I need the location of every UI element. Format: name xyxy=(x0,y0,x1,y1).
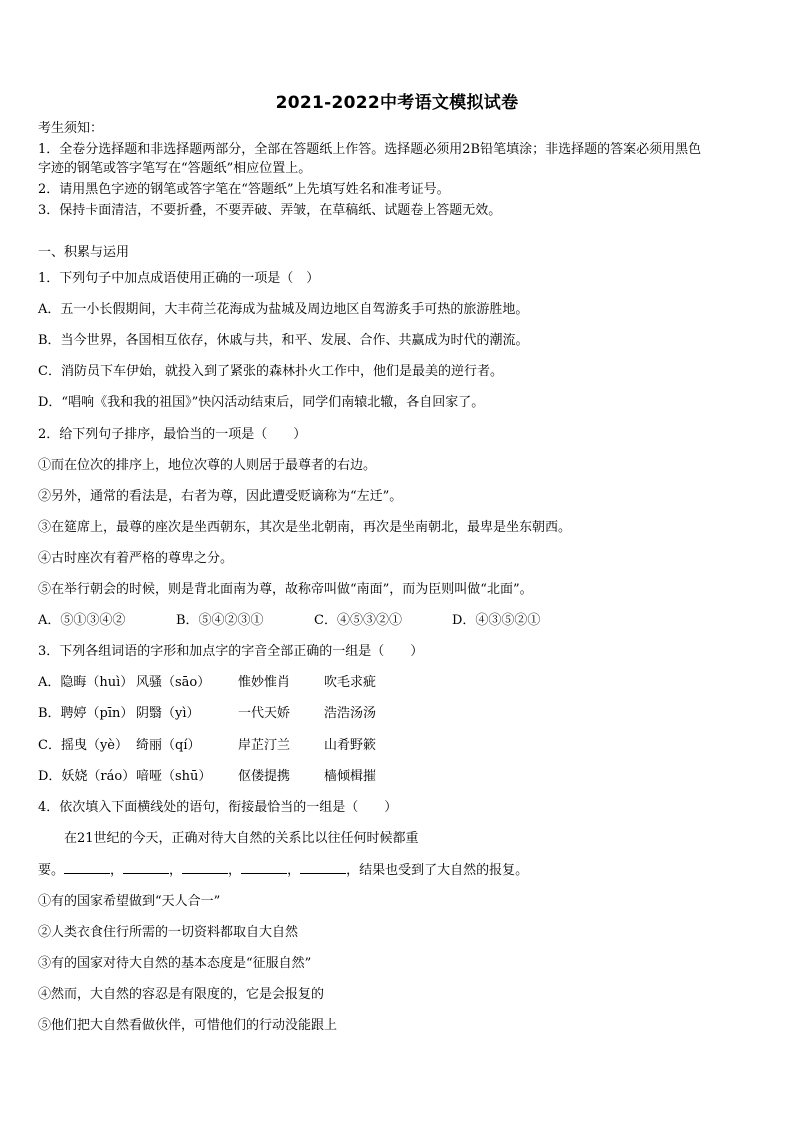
word-cell: C．摇曳（yè） xyxy=(38,738,128,753)
word-cell: 伛偻提携 xyxy=(238,769,291,784)
question-2-sentence: ⑤在举行朝会的时候，则是背北面南为尊，故称帝叫做“南面”，而为臣则叫做“北面”。 xyxy=(38,582,533,597)
section-heading: 一、积累与运用 xyxy=(38,245,130,260)
question-1-option-b: B．当今世界，各国相互依存，休戚与共，和平、发展、合作、共赢成为时代的潮流。 xyxy=(38,333,529,348)
word-cell: D．妖娆（ráo） xyxy=(38,769,136,784)
word-cell: 绮丽（qí） xyxy=(136,738,201,753)
question-1-stem: 1．下列句子中加点成语使用正确的一项是（ ） xyxy=(38,271,320,286)
answer-blank[interactable] xyxy=(182,861,228,874)
question-1-option-a: A．五一小长假期间，大丰荷兰花海成为盐城及周边地区自驾游炙手可热的旅游胜地。 xyxy=(38,302,529,317)
word-cell: 风骚（sāo） xyxy=(136,675,211,690)
question-3-row-b xyxy=(38,705,410,723)
notice-heading: 考生须知： xyxy=(38,121,104,136)
word-cell: 阴翳（yì） xyxy=(136,706,200,721)
word-cell: 喑哑（shū） xyxy=(136,769,212,784)
question-2-sentence: ①而在位次的排序上，地位次尊的人则居于最尊者的右边。 xyxy=(38,458,377,473)
question-3-stem: 3．下列各组词语的字形和加点字的字音全部正确的一组是（ ） xyxy=(38,644,424,659)
page-title: 2021-2022中考语文模拟试卷 xyxy=(275,93,519,113)
question-2-sentence: ②另外，通常的看法是，右者为尊，因此遭受贬谪称为“左迁”。 xyxy=(38,489,403,504)
word-cell: A．隐晦（huì） xyxy=(38,675,134,690)
notice-item: 字迹的钢笔或答字笔写在“答题纸”相应位置上。 xyxy=(38,161,312,176)
notice-item: 3．保持卡面清洁，不要折叠，不要弄破、弄皱，在草稿纸、试题卷上答题无效。 xyxy=(38,203,502,218)
question-4-sentence: ②人类衣食住行所需的一切资料都取自大自然 xyxy=(38,925,299,940)
word-cell: 吹毛求疵 xyxy=(324,675,377,690)
word-cell: 浩浩汤汤 xyxy=(324,706,377,721)
question-1-option-d: D．“唱响《我和我的祖国》”快闪活动结束后，同学们南辕北辙，各自回家了。 xyxy=(38,395,485,410)
question-3-row-c xyxy=(38,737,410,755)
question-4-sentence: ③有的国家对待大自然的基本态度是“征服自然” xyxy=(38,956,312,971)
question-4-sentence: ④然而，大自然的容忍是有限度的，它是会报复的 xyxy=(38,987,325,1002)
question-2-sentence: ③在筵席上，最尊的座次是坐西朝东，其次是坐北朝南，再次是坐南朝北，最卑是坐东朝西。 xyxy=(38,520,572,535)
question-4-passage-blanks: 要。 ， ， ， ， ，结果也受到了大自然的报复。 xyxy=(38,863,529,878)
word-cell: 一代天娇 xyxy=(238,706,291,721)
question-4-passage: 在21世纪的今天，正确对待大自然的关系比以往任何时候都重 xyxy=(64,831,419,846)
question-3-row-a xyxy=(38,674,410,692)
answer-blank[interactable] xyxy=(123,861,169,874)
notice-item: 1．全卷分选择题和非选择题两部分，全部在答题纸上作答。选择题必须用2B铅笔填涂；非选择题的答案必须用黑色 xyxy=(38,142,702,157)
question-4-sentence: ①有的国家希望做到“天人合一” xyxy=(38,894,221,909)
word-cell: 惟妙惟肖 xyxy=(238,675,291,690)
question-1-option-c: C．消防员下车伊始，就投入到了紧张的森林扑火工作中，他们是最美的逆行者。 xyxy=(38,364,503,379)
word-cell: 山肴野簌 xyxy=(324,738,377,753)
question-3-row-d xyxy=(38,768,410,786)
question-2-choice-d: D．④③⑤②① xyxy=(452,613,541,628)
question-2-choice-b: B．⑤④②③① xyxy=(176,613,264,628)
answer-blank[interactable] xyxy=(241,861,287,874)
question-4-sentence: ⑤他们把大自然看做伙伴，可惜他们的行动没能跟上 xyxy=(38,1018,338,1033)
question-2-sentence: ④古时座次有着严格的尊卑之分。 xyxy=(38,551,234,566)
word-cell: B．聘婷（pīn） xyxy=(38,706,134,721)
word-cell: 樯倾楫摧 xyxy=(324,769,377,784)
answer-blank[interactable] xyxy=(300,861,346,874)
question-2-choice-a: A．⑤①③④② xyxy=(38,613,126,628)
question-2-choice-c: C．④⑤③②① xyxy=(314,613,402,628)
answer-blank[interactable] xyxy=(64,861,110,874)
question-2-stem: 2．给下列句子排序，最恰当的一项是（ ） xyxy=(38,427,307,442)
question-4-stem: 4．依次填入下面横线处的语句，衔接最恰当的一组是（ ） xyxy=(38,800,398,815)
question-2-choices xyxy=(38,612,562,630)
word-cell: 岸芷汀兰 xyxy=(238,738,291,753)
passage-start: 要。 xyxy=(38,863,65,878)
notice-item: 2．请用黑色字迹的钢笔或答字笔在“答题纸”上先填写姓名和准考证号。 xyxy=(38,182,450,197)
passage-end: ，结果也受到了大自然的报复。 xyxy=(346,863,529,878)
